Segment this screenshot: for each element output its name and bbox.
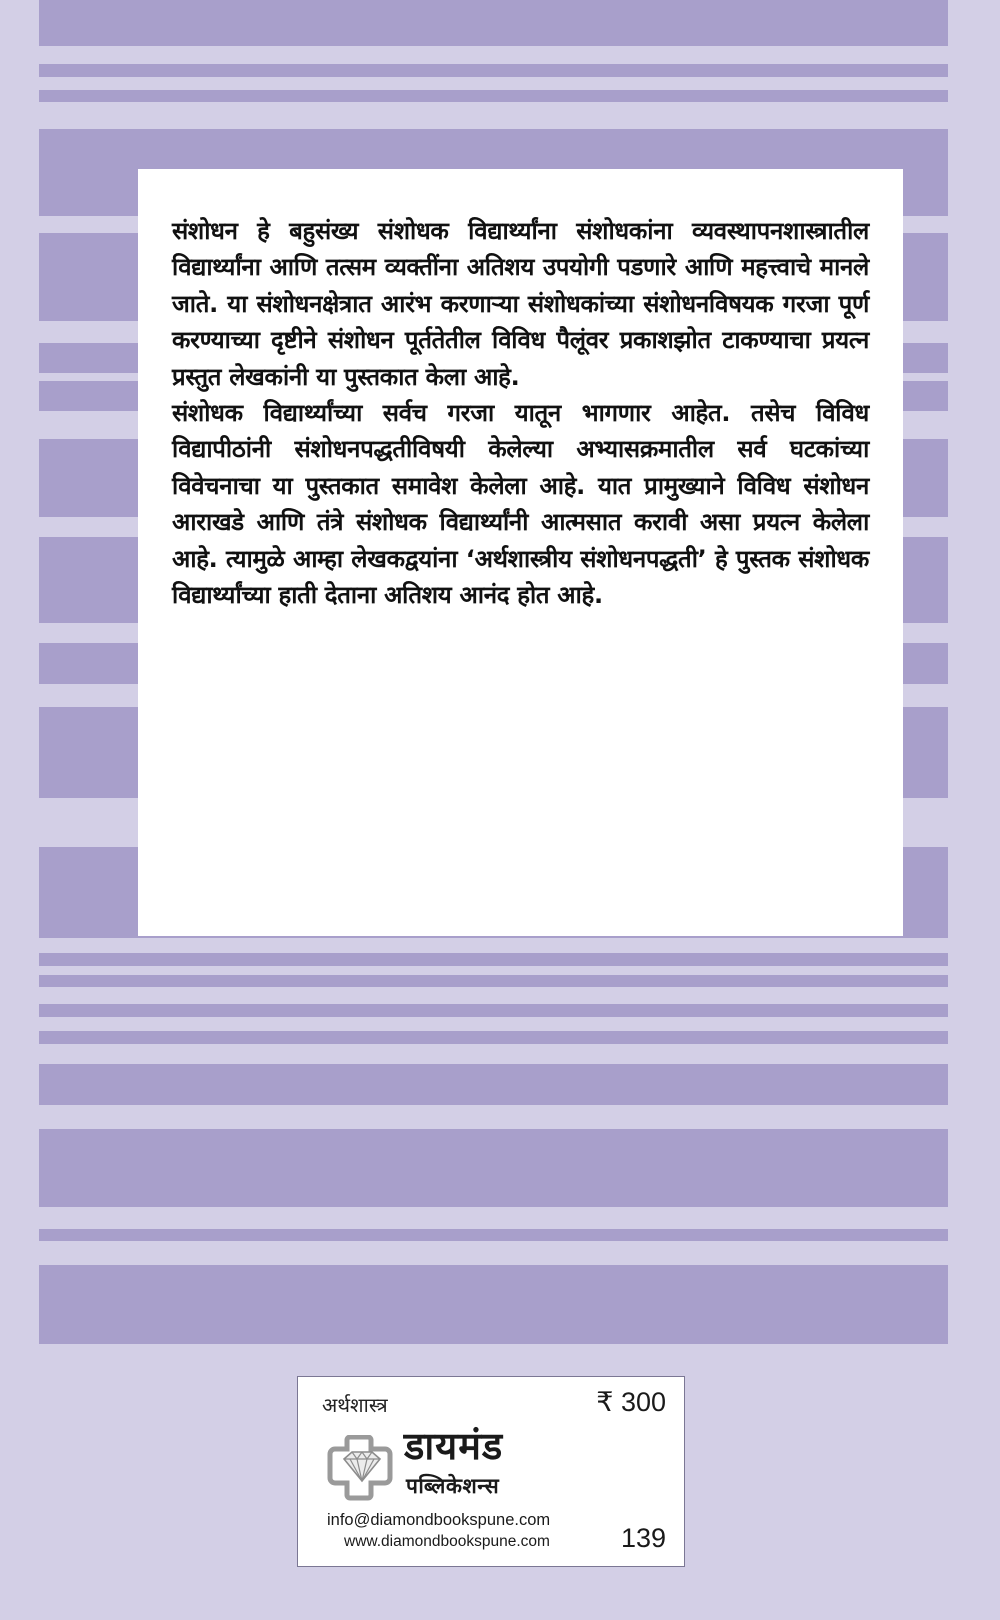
blurb-panel [138, 169, 903, 936]
diamond-cross-logo-icon [326, 1435, 398, 1501]
decorative-stripe [39, 1129, 948, 1207]
publisher-subtitle: पब्लिकेशन्स [406, 1474, 500, 1498]
decorative-stripe [39, 953, 948, 966]
blurb-text [172, 213, 869, 613]
decorative-stripe [39, 1004, 948, 1017]
book-code: 139 [620, 1523, 666, 1553]
decorative-stripe [39, 1064, 948, 1105]
publisher-website: www.diamondbookspune.com [344, 1533, 550, 1550]
blurb-paragraph-2: संशोधक विद्यार्थ्यांच्या सर्वच गरजा यातून भागणार आहेत. तसेच विविध विद्यापीठांनी संशोधनपद्धतीविषयी केलेल्या अभ्यासक्रमातील सर्व घटकांच्या विवेचनाचा या पुस्तकात समावेश केलेला आहे. यात प्रामुख्याने विविध संशोधन आराखडे आणि तंत्रे संशोधक विद्यार्थ्यांनी आत्मसात करावी असा प्रयत्न केलेला आहे. त्यामुळे आम्हा लेखकद्वयांना ‘अर्थशास्त्रीय संशोधनपद्धती’ हे पुस्तक संशोधक विद्यार्थ्यांच्या हाती देताना अतिशय आनंद होत आहे. [172, 399, 869, 610]
decorative-stripe [39, 64, 948, 77]
decorative-stripe [39, 0, 948, 46]
blurb-paragraph-1: संशोधन हे बहुसंख्य संशोधक विद्यार्थ्यांना संशोधकांना व्यवस्थापनशास्त्रातील विद्यार्थ्यांना आणि तत्सम व्यक्तींना अतिशय उपयोगी पडणारे आणि महत्त्वाचे मानले जाते. या संशोधनक्षेत्रात आरंभ करणाऱ्या संशोधकांच्या संशोधनविषयक गरजा पूर्ण करण्याच्या दृष्टीने संशोधन पूर्ततेतील विविध पैलूंवर प्रकाशझोत टाकण्याचा प्रयत्न प्रस्तुत लेखकांनी या पुस्तकात केला आहे. [172, 217, 869, 391]
publisher-name: डायमंड [404, 1424, 504, 1468]
publisher-email: info@diamondbookspune.com [327, 1511, 551, 1529]
price-tag: ₹ 300 [596, 1387, 666, 1417]
subject-category: अर्थशास्त्र [322, 1393, 388, 1417]
publisher-label-box [297, 1376, 685, 1567]
decorative-stripe [39, 1229, 948, 1241]
decorative-stripe [39, 90, 948, 102]
decorative-stripe [39, 1031, 948, 1044]
decorative-stripe [39, 975, 948, 987]
decorative-stripe [39, 1265, 948, 1344]
